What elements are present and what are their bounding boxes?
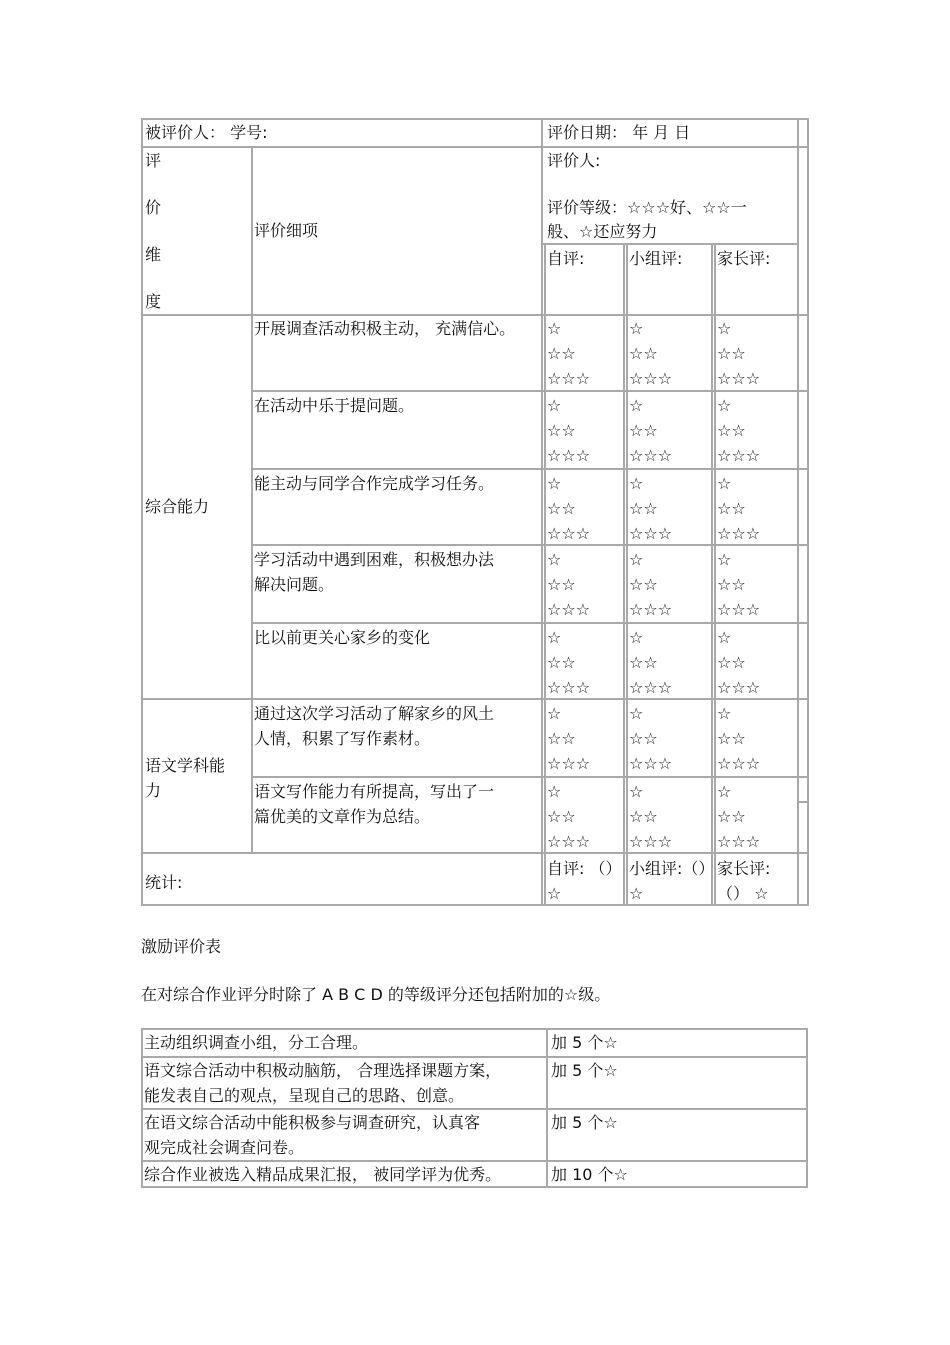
incentive-points: 加 10 个☆ [551,1165,628,1184]
parent-eval-stars[interactable]: ☆ [717,396,732,415]
group-eval-stars[interactable]: ☆ [629,704,644,723]
group-eval-stars[interactable]: ☆☆☆ [629,524,673,543]
parent-eval-stars[interactable]: ☆ [717,550,732,569]
item-text: 语文写作能力有所提高，写出了一 [254,782,495,801]
parent-eval-stars[interactable]: ☆☆☆ [717,446,761,465]
parent-eval-stars[interactable]: ☆ [717,782,732,801]
group-eval-stars[interactable]: ☆ [629,319,644,338]
table-rule [251,622,809,624]
parent-eval-stars[interactable]: ☆☆☆ [717,600,761,619]
grade-legend: 般、☆还应努力 [547,222,658,241]
parent-eval-stars[interactable]: ☆☆ [717,499,746,518]
section-chinese-subject-ability: 语文学科能 [145,756,226,775]
self-eval-stars[interactable]: ☆☆☆ [547,524,591,543]
item-text: 在活动中乐于提问题。 [254,396,415,415]
group-eval-stars[interactable]: ☆ [629,628,644,647]
group-eval-stars[interactable]: ☆☆ [629,575,658,594]
group-eval-stars[interactable]: ☆☆ [629,653,658,672]
parent-eval-stars[interactable]: ☆☆☆ [717,832,761,851]
self-eval-stars[interactable]: ☆ [547,704,562,723]
evaluator-label: 评价人: [547,151,601,170]
parent-eval-stars[interactable]: ☆☆☆ [717,369,761,388]
evaluatee-label: 被评价人： 学号: [145,123,268,142]
summary-parent: 家长评: [717,859,771,878]
detail-header: 评价细项 [254,221,319,240]
parent-eval-header: 家长评: [717,249,771,268]
summary-group: 小组评:（） [629,859,715,878]
parent-eval-stars[interactable]: ☆ [717,319,732,338]
group-eval-stars[interactable]: ☆ [629,474,644,493]
group-eval-stars[interactable]: ☆☆☆ [629,678,673,697]
item-text: 篇优美的文章作为总结。 [254,807,431,826]
summary-self: 自评: （） [547,859,622,878]
self-eval-stars[interactable]: ☆☆ [547,729,576,748]
self-eval-stars[interactable]: ☆ [547,782,562,801]
self-eval-stars[interactable]: ☆ [547,396,562,415]
parent-eval-stars[interactable]: ☆☆ [717,421,746,440]
group-eval-stars[interactable]: ☆☆☆ [629,754,673,773]
incentive-criterion: 观完成社会调查问卷。 [144,1138,305,1157]
dimension-header-char: 价 [145,198,162,217]
self-eval-stars[interactable]: ☆ [547,319,562,338]
parent-eval-stars[interactable]: ☆☆ [717,653,746,672]
incentive-criterion: 主动组织调查小组，分工合理。 [144,1033,369,1052]
item-text: 通过这次学习活动了解家乡的风土 [254,704,495,723]
item-text: 人情，积累了写作素材。 [254,729,431,748]
summary-self: ☆ [547,884,562,903]
self-eval-stars[interactable]: ☆ [547,550,562,569]
group-eval-stars[interactable]: ☆☆☆ [629,600,673,619]
incentive-title: 激励评价表 [141,937,222,956]
group-eval-stars[interactable]: ☆☆☆ [629,446,673,465]
self-eval-stars[interactable]: ☆☆☆ [547,832,591,851]
incentive-criterion: 综合作业被选入精品成果汇报， 被同学评为优秀。 [144,1165,502,1184]
summary-label: 统计: [145,873,183,892]
self-eval-stars[interactable]: ☆☆☆ [547,678,591,697]
table-rule [714,243,716,906]
group-eval-stars[interactable]: ☆ [629,550,644,569]
group-eval-stars[interactable]: ☆☆☆ [629,369,673,388]
incentive-criterion: 能发表自己的观点，呈现自己的思路、创意。 [144,1086,465,1105]
self-eval-stars[interactable]: ☆ [547,474,562,493]
group-eval-stars[interactable]: ☆☆ [629,499,658,518]
table-rule [797,118,799,906]
self-eval-stars[interactable]: ☆☆☆ [547,600,591,619]
table-rule [251,146,253,854]
table-rule [544,243,546,906]
item-text: 能主动与同学合作完成学习任务。 [254,474,495,493]
self-eval-header: 自评: [547,249,585,268]
parent-eval-stars[interactable]: ☆☆ [717,729,746,748]
incentive-points: 加 5 个☆ [551,1033,618,1052]
table-rule [141,852,809,854]
group-eval-stars[interactable]: ☆ [629,782,644,801]
parent-eval-stars[interactable]: ☆☆ [717,807,746,826]
table-rule [807,118,809,906]
self-eval-stars[interactable]: ☆☆ [547,807,576,826]
group-eval-header: 小组评: [629,249,683,268]
table-rule [806,1028,808,1188]
section-chinese-subject-ability: 力 [145,781,162,800]
incentive-criterion: 语文综合活动中积极动脑筋， 合理选择课题方案， [144,1061,502,1080]
table-rule [546,1028,548,1188]
item-text: 比以前更关心家乡的变化 [254,628,431,647]
incentive-points: 加 5 个☆ [551,1113,618,1132]
grade-legend: 评价等级：☆☆☆好、☆☆一 [547,198,747,217]
self-eval-stars[interactable]: ☆☆☆ [547,446,591,465]
self-eval-stars[interactable]: ☆ [547,628,562,647]
item-text: 开展调查活动积极主动， 充满信心。 [254,319,516,338]
self-eval-stars[interactable]: ☆☆ [547,653,576,672]
dimension-header-char: 度 [145,292,162,311]
incentive-criterion: 在语文综合活动中能积极参与调查研究，认真客 [144,1113,481,1132]
summary-parent: （） ☆ [717,884,769,903]
item-text: 解决问题。 [254,575,335,594]
parent-eval-stars[interactable]: ☆ [717,474,732,493]
parent-eval-stars[interactable]: ☆☆ [717,575,746,594]
group-eval-stars[interactable]: ☆☆☆ [629,832,673,851]
self-eval-stars[interactable]: ☆☆ [547,575,576,594]
table-rule [251,468,809,470]
table-rule [141,118,143,906]
table-rule [141,146,809,148]
item-text: 学习活动中遇到困难，积极想办法 [254,550,495,569]
parent-eval-stars[interactable]: ☆☆ [717,344,746,363]
self-eval-stars[interactable]: ☆☆ [547,344,576,363]
parent-eval-stars[interactable]: ☆☆☆ [717,678,761,697]
parent-eval-stars[interactable]: ☆☆☆ [717,754,761,773]
dimension-header-char: 评 [145,151,162,170]
self-eval-stars[interactable]: ☆☆ [547,499,576,518]
self-eval-stars[interactable]: ☆☆ [547,421,576,440]
incentive-intro: 在对综合作业评分时除了 A B C D 的等级评分还包括附加的☆级。 [141,985,611,1004]
parent-eval-stars[interactable]: ☆ [717,628,732,647]
incentive-points: 加 5 个☆ [551,1061,618,1080]
section-comprehensive-ability: 综合能力 [145,497,210,516]
parent-eval-stars[interactable]: ☆☆☆ [717,524,761,543]
summary-group: ☆ [629,884,644,903]
group-eval-stars[interactable]: ☆☆ [629,729,658,748]
table-rule [626,243,628,906]
group-eval-stars[interactable]: ☆☆ [629,344,658,363]
self-eval-stars[interactable]: ☆☆☆ [547,754,591,773]
group-eval-stars[interactable]: ☆ [629,396,644,415]
group-eval-stars[interactable]: ☆☆ [629,807,658,826]
table-rule [623,243,625,906]
group-eval-stars[interactable]: ☆☆ [629,421,658,440]
table-rule [711,243,713,906]
table-rule [251,776,809,778]
table-rule [541,118,543,906]
evaluation-date-label: 评价日期： 年 月 日 [547,123,691,142]
dimension-header-char: 维 [145,245,162,264]
table-rule [141,698,809,700]
self-eval-stars[interactable]: ☆☆☆ [547,369,591,388]
table-rule [141,1028,143,1188]
table-rule [141,904,809,906]
parent-eval-stars[interactable]: ☆ [717,704,732,723]
